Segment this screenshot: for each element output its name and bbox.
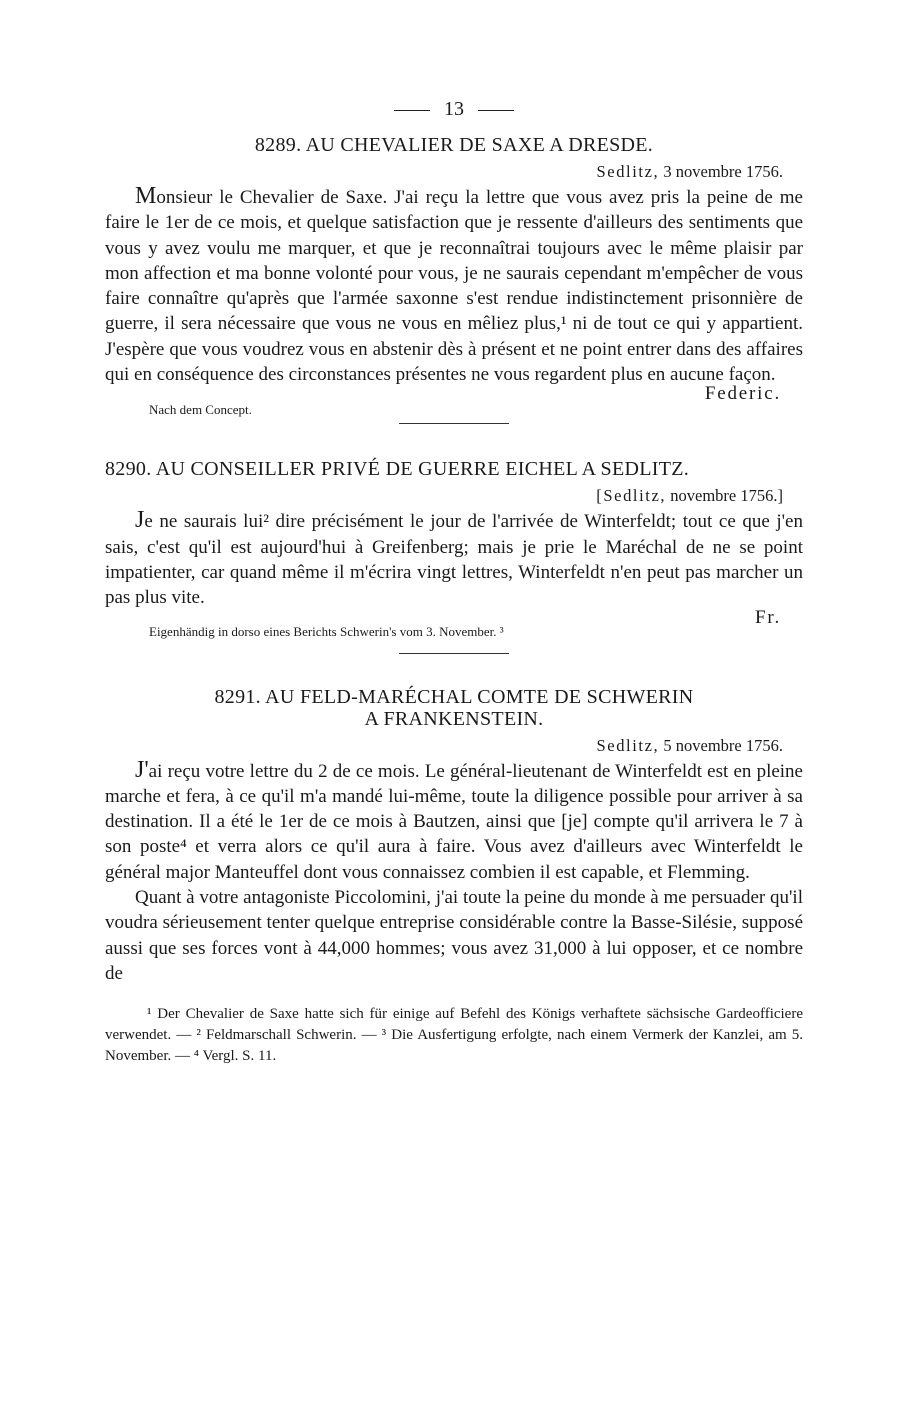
separator-rule: [399, 653, 509, 654]
letter-body-paragraph-2: Quant à votre antagoniste Piccolomini, j'ai toute la peine du monde à me persuader qu'il voudra sérieusement tenter quelque entreprise considérable contre la Basse-Silésie, supposé aussi que ses forces vont à 44,000 hommes; vous avez 31,000 à lui opposer, et ce nombre de: [105, 887, 803, 984]
signature: Federic.: [704, 383, 781, 405]
dateline: [Sedlitz, novembre 1756.]: [596, 486, 783, 506]
letter-body-paragraph-1: J'ai reçu votre lettre du 2 de ce mois. Le général-lieutenant de Winterfeldt est en pleine marche et fera, à ce qu'il m'a mandé lui-même, toute la diligence possible pour arriver à sa destination. Il a été le 1er de ce mois à Bautzen, ainsi que [je] compte qu'il arrivera le 7 à son poste⁴ et verra alors ce qu'il aura à faire. Vous avez d'ailleurs avec Winterfeldt le général major Manteuffel dont vous connaissez combien il est capable, et Flemming.: [105, 756, 803, 883]
letter-8291: [105, 684, 803, 987]
page-number: 13: [105, 96, 803, 122]
closing: [105, 606, 803, 641]
letter-heading: 8289. AU CHEVALIER DE SAXE A DRESDE.: [254, 134, 654, 156]
separator-rule: [399, 423, 509, 424]
source-note: Eigenhändig in dorso eines Berichts Schwerin's vom 3. November. ³: [149, 623, 504, 639]
dateline: Sedlitz, 3 novembre 1756.: [596, 162, 783, 181]
folio-dash-left: [394, 110, 430, 111]
letter-body: Je ne saurais lui² dire précisément le jour de l'arrivée de Winterfeldt; tout ce que j'en sais, c'est qu'il est aujourd'hui à Greifenberg; mais je prie le Maréchal de ne se point impatienter, car quand même il m'écrira vingt lettres, Winterfeldt n'en peut pas marcher un pas plus vite.: [105, 507, 803, 609]
letter-8290: [105, 456, 803, 653]
letter-body: Monsieur le Chevalier de Saxe. J'ai reçu la lettre que vous avez pris la peine de me faire le 1er de ce mois, et quelque satisfaction que je ressente d'ailleurs des sentiments que vous y avez voulu me marquer, et que je reconnaîtrai toujours avec le même plaisir par mon affection et ma bonne volonté pour vous, je ne saurais cependant m'empêcher de vous faire connaître qu'après que l'armée saxonne s'est rendue indistinctement prisonnière de guerre, il sera nécessaire que vous ne vous en mêliez plus,¹ ni de tout ce qui y appartient. J'espère que vous voudrez vous en abstenir dès à présent et ne point entrer dans des affaires qui en conséquence des circonstances présentes ne vous regardent plus en aucune façon.: [105, 183, 803, 386]
closing: [105, 383, 803, 419]
dateline: Sedlitz, 5 novembre 1756.: [596, 735, 783, 755]
letter-8289: [105, 132, 803, 424]
source-note: Nach dem Concept.: [149, 402, 252, 418]
signature: Fr.: [755, 606, 781, 628]
letter-heading: 8290. AU CONSEILLER PRIVÉ DE GUERRE EICHEL A SEDLITZ.: [105, 458, 690, 481]
book-page: [105, 96, 803, 1067]
footnotes: ¹ Der Chevalier de Saxe hatte sich für einige auf Befehl des Königs verhaftete sächsische Gardeofficiere verwendet. — ² Feldmarschall Schwerin. — ³ Die Ausfertigung erfolgte, nach einem Vermerk der Kanzlei, am 5. November. — ⁴ Vergl. S. 11.: [105, 1006, 803, 1065]
letter-heading-line-2: A FRANKENSTEIN.: [364, 707, 544, 730]
folio-dash-right: [478, 110, 514, 111]
letter-heading-line-1: 8291. AU FELD-MARÉCHAL COMTE DE SCHWERIN: [214, 685, 694, 708]
